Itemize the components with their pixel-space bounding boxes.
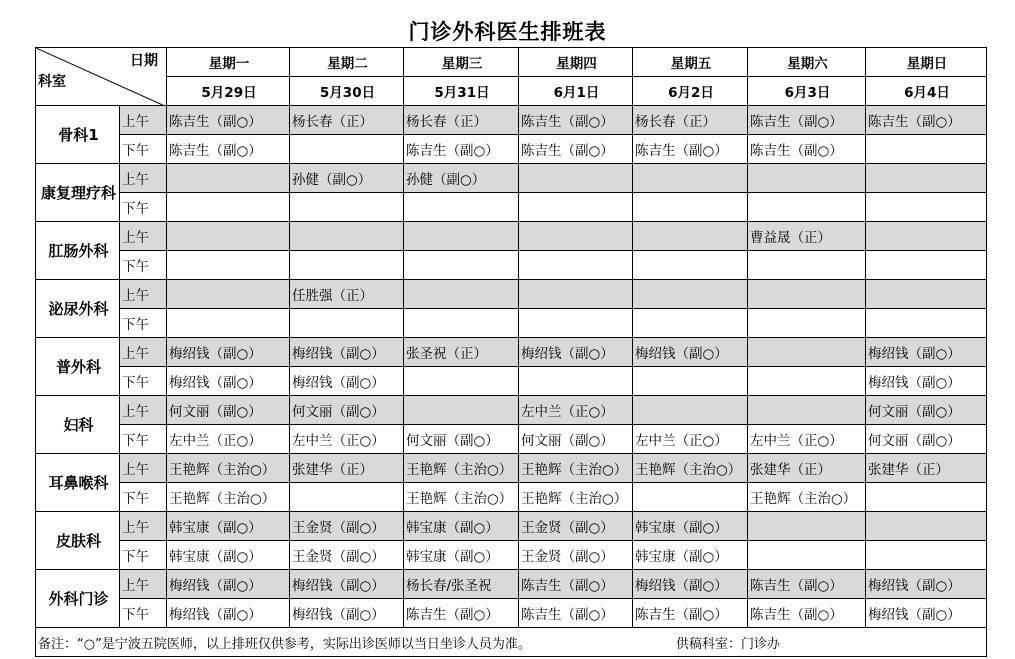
schedule-row-pm bbox=[36, 367, 987, 396]
date-header: 6月3日 bbox=[748, 77, 866, 106]
header-corner bbox=[36, 48, 167, 106]
schedule-cell: 韩宝康（副○） bbox=[633, 541, 748, 570]
schedule-cell bbox=[866, 309, 987, 338]
schedule-cell: 张圣祝（正） bbox=[404, 338, 519, 367]
schedule-cell bbox=[748, 367, 866, 396]
schedule-cell: 陈吉生（副○） bbox=[519, 106, 633, 135]
schedule-cell bbox=[167, 280, 290, 309]
schedule-cell bbox=[748, 251, 866, 280]
schedule-cell bbox=[633, 309, 748, 338]
weekday-header: 星期三 bbox=[404, 48, 519, 77]
schedule-cell bbox=[748, 338, 866, 367]
footer-note: 备注：“○”是宁波五院医师，以上排班仅供参考，实际出诊医师以当日坐诊人员为准。 bbox=[38, 636, 531, 652]
schedule-cell bbox=[748, 541, 866, 570]
footer-row bbox=[36, 628, 987, 657]
schedule-cell: 王金贤（副○） bbox=[519, 512, 633, 541]
schedule-row-am bbox=[36, 570, 987, 599]
schedule-cell bbox=[633, 483, 748, 512]
schedule-cell bbox=[519, 367, 633, 396]
schedule-cell: 王艳辉（主治○） bbox=[167, 454, 290, 483]
date-header: 5月29日 bbox=[167, 77, 290, 106]
schedule-row-am bbox=[36, 222, 987, 251]
period-label: 下午 bbox=[120, 367, 167, 396]
schedule-row-am bbox=[36, 106, 987, 135]
schedule-cell bbox=[404, 193, 519, 222]
schedule-cell bbox=[866, 164, 987, 193]
period-label: 下午 bbox=[120, 541, 167, 570]
footer-cell bbox=[36, 628, 987, 657]
schedule-cell: 梅绍钱（副○） bbox=[167, 570, 290, 599]
schedule-cell bbox=[167, 309, 290, 338]
schedule-cell bbox=[290, 251, 404, 280]
period-label: 上午 bbox=[120, 280, 167, 309]
schedule-cell bbox=[633, 164, 748, 193]
schedule-cell bbox=[866, 193, 987, 222]
schedule-cell: 陈吉生（副○） bbox=[748, 135, 866, 164]
schedule-cell bbox=[866, 512, 987, 541]
period-label: 下午 bbox=[120, 309, 167, 338]
schedule-cell: 杨长春（正） bbox=[290, 106, 404, 135]
schedule-cell: 梅绍钱（副○） bbox=[519, 338, 633, 367]
schedule-cell: 左中兰（正○） bbox=[290, 425, 404, 454]
header-weekday-row bbox=[36, 48, 987, 77]
schedule-cell: 何文丽（副○） bbox=[404, 425, 519, 454]
schedule-cell bbox=[866, 280, 987, 309]
schedule-cell bbox=[633, 251, 748, 280]
page-title: 门诊外科医生排班表 bbox=[408, 20, 607, 44]
schedule-cell: 陈吉生（副○） bbox=[519, 570, 633, 599]
schedule-cell bbox=[633, 367, 748, 396]
department-name: 泌尿外科 bbox=[36, 280, 120, 338]
schedule-cell: 张建华（正） bbox=[748, 454, 866, 483]
period-label: 上午 bbox=[120, 512, 167, 541]
department-name: 普外科 bbox=[36, 338, 120, 396]
date-header: 5月31日 bbox=[404, 77, 519, 106]
schedule-cell: 陈吉生（副○） bbox=[866, 106, 987, 135]
schedule-row-pm bbox=[36, 193, 987, 222]
schedule-cell bbox=[167, 222, 290, 251]
schedule-cell: 陈吉生（副○） bbox=[519, 599, 633, 628]
weekday-header: 星期日 bbox=[866, 48, 987, 77]
schedule-cell: 陈吉生（副○） bbox=[633, 599, 748, 628]
schedule-cell: 王艳辉（主治○） bbox=[633, 454, 748, 483]
schedule-cell: 王金贤（副○） bbox=[290, 512, 404, 541]
schedule-cell bbox=[404, 367, 519, 396]
schedule-cell: 何文丽（副○） bbox=[519, 425, 633, 454]
schedule-cell: 陈吉生（副○） bbox=[167, 106, 290, 135]
department-name: 肛肠外科 bbox=[36, 222, 120, 280]
schedule-cell bbox=[404, 222, 519, 251]
schedule-cell bbox=[748, 193, 866, 222]
schedule-cell: 左中兰（正○） bbox=[748, 425, 866, 454]
schedule-cell bbox=[167, 164, 290, 193]
period-label: 上午 bbox=[120, 164, 167, 193]
department-name: 骨科1 bbox=[36, 106, 120, 164]
schedule-row-am bbox=[36, 512, 987, 541]
schedule-cell: 陈吉生（副○） bbox=[404, 599, 519, 628]
period-label: 下午 bbox=[120, 193, 167, 222]
schedule-cell: 杨长春（正） bbox=[633, 106, 748, 135]
schedule-row-pm bbox=[36, 309, 987, 338]
period-label: 上午 bbox=[120, 396, 167, 425]
period-label: 下午 bbox=[120, 483, 167, 512]
schedule-table bbox=[35, 47, 987, 657]
schedule-cell: 任胜强（正） bbox=[290, 280, 404, 309]
schedule-cell: 张建华（正） bbox=[866, 454, 987, 483]
schedule-cell: 陈吉生（副○） bbox=[748, 106, 866, 135]
schedule-cell bbox=[748, 164, 866, 193]
schedule-row-pm bbox=[36, 251, 987, 280]
schedule-cell bbox=[404, 309, 519, 338]
date-axis-label: 日期 bbox=[130, 53, 158, 69]
period-label: 下午 bbox=[120, 425, 167, 454]
period-label: 下午 bbox=[120, 599, 167, 628]
header-date-row bbox=[36, 77, 987, 106]
schedule-cell: 韩宝康（副○） bbox=[167, 541, 290, 570]
schedule-cell: 王艳辉（主治○） bbox=[519, 483, 633, 512]
schedule-cell: 王艳辉（主治○） bbox=[748, 483, 866, 512]
period-label: 上午 bbox=[120, 570, 167, 599]
period-label: 上午 bbox=[120, 338, 167, 367]
weekday-header: 星期六 bbox=[748, 48, 866, 77]
schedule-cell: 梅绍钱（副○） bbox=[290, 338, 404, 367]
schedule-cell bbox=[167, 193, 290, 222]
schedule-cell: 梅绍钱（副○） bbox=[866, 570, 987, 599]
schedule-cell bbox=[290, 135, 404, 164]
schedule-cell bbox=[290, 193, 404, 222]
schedule-cell: 陈吉生（副○） bbox=[519, 135, 633, 164]
period-label: 上午 bbox=[120, 106, 167, 135]
schedule-cell: 王金贤（副○） bbox=[290, 541, 404, 570]
date-header: 6月1日 bbox=[519, 77, 633, 106]
schedule-cell: 韩宝康（副○） bbox=[404, 541, 519, 570]
schedule-cell bbox=[633, 193, 748, 222]
schedule-row-am bbox=[36, 280, 987, 309]
schedule-row-am bbox=[36, 338, 987, 367]
schedule-cell: 王金贤（副○） bbox=[519, 541, 633, 570]
schedule-cell: 梅绍钱（副○） bbox=[633, 570, 748, 599]
schedule-cell: 左中兰（正○） bbox=[519, 396, 633, 425]
schedule-cell: 韩宝康（副○） bbox=[404, 512, 519, 541]
schedule-cell bbox=[519, 164, 633, 193]
schedule-cell: 梅绍钱（副○） bbox=[167, 367, 290, 396]
schedule-cell bbox=[404, 396, 519, 425]
schedule-cell: 孙健（副○） bbox=[290, 164, 404, 193]
schedule-row-am bbox=[36, 164, 987, 193]
schedule-cell: 左中兰（正○） bbox=[633, 425, 748, 454]
schedule-cell bbox=[167, 251, 290, 280]
schedule-cell bbox=[748, 512, 866, 541]
schedule-cell: 杨长春/张圣祝 bbox=[404, 570, 519, 599]
schedule-cell bbox=[866, 541, 987, 570]
schedule-row-pm bbox=[36, 541, 987, 570]
schedule-cell bbox=[633, 280, 748, 309]
schedule-cell: 陈吉生（副○） bbox=[633, 135, 748, 164]
department-name: 外科门诊 bbox=[36, 570, 120, 628]
schedule-cell: 韩宝康（副○） bbox=[167, 512, 290, 541]
schedule-cell: 梅绍钱（副○） bbox=[290, 599, 404, 628]
schedule-cell: 何文丽（副○） bbox=[866, 396, 987, 425]
schedule-cell bbox=[633, 222, 748, 251]
schedule-cell: 陈吉生（副○） bbox=[748, 570, 866, 599]
schedule-cell: 王艳辉（主治○） bbox=[404, 454, 519, 483]
weekday-header: 星期一 bbox=[167, 48, 290, 77]
schedule-cell: 何文丽（副○） bbox=[167, 396, 290, 425]
date-header: 5月30日 bbox=[290, 77, 404, 106]
schedule-cell: 王艳辉（主治○） bbox=[404, 483, 519, 512]
department-name: 康复理疗科 bbox=[36, 164, 120, 222]
department-name: 耳鼻喉科 bbox=[36, 454, 120, 512]
department-name: 皮肤科 bbox=[36, 512, 120, 570]
schedule-cell bbox=[290, 222, 404, 251]
schedule-row-pm bbox=[36, 135, 987, 164]
period-label: 下午 bbox=[120, 135, 167, 164]
schedule-cell: 韩宝康（副○） bbox=[633, 512, 748, 541]
schedule-cell bbox=[519, 280, 633, 309]
schedule-cell bbox=[633, 396, 748, 425]
schedule-cell bbox=[866, 251, 987, 280]
schedule-cell bbox=[748, 396, 866, 425]
schedule-cell: 何文丽（副○） bbox=[866, 425, 987, 454]
schedule-cell bbox=[290, 483, 404, 512]
period-label: 下午 bbox=[120, 251, 167, 280]
schedule-cell bbox=[866, 135, 987, 164]
schedule-cell: 梅绍钱（副○） bbox=[167, 338, 290, 367]
footer-source: 供稿科室：门诊办 bbox=[676, 636, 781, 652]
period-label: 上午 bbox=[120, 454, 167, 483]
weekday-header: 星期五 bbox=[633, 48, 748, 77]
schedule-cell bbox=[519, 251, 633, 280]
schedule-cell: 王艳辉（主治○） bbox=[167, 483, 290, 512]
schedule-cell: 何文丽（副○） bbox=[290, 396, 404, 425]
schedule-row-pm bbox=[36, 425, 987, 454]
weekday-header: 星期四 bbox=[519, 48, 633, 77]
schedule-cell: 梅绍钱（副○） bbox=[290, 367, 404, 396]
schedule-cell: 梅绍钱（副○） bbox=[866, 338, 987, 367]
weekday-header: 星期二 bbox=[290, 48, 404, 77]
date-header: 6月4日 bbox=[866, 77, 987, 106]
schedule-row-am bbox=[36, 454, 987, 483]
schedule-cell: 梅绍钱（副○） bbox=[290, 570, 404, 599]
schedule-cell bbox=[404, 280, 519, 309]
period-label: 上午 bbox=[120, 222, 167, 251]
schedule-cell: 杨长春（正） bbox=[404, 106, 519, 135]
department-name: 妇科 bbox=[36, 396, 120, 454]
schedule-cell: 梅绍钱（副○） bbox=[633, 338, 748, 367]
schedule-cell bbox=[866, 483, 987, 512]
schedule-cell: 陈吉生（副○） bbox=[404, 135, 519, 164]
dept-axis-label: 科室 bbox=[38, 74, 66, 90]
schedule-cell: 陈吉生（副○） bbox=[167, 135, 290, 164]
schedule-row-am bbox=[36, 396, 987, 425]
schedule-cell bbox=[866, 222, 987, 251]
schedule-cell bbox=[748, 309, 866, 338]
schedule-row-pm bbox=[36, 483, 987, 512]
schedule-cell bbox=[290, 309, 404, 338]
schedule-cell: 孙健（副○） bbox=[404, 164, 519, 193]
schedule-cell bbox=[404, 251, 519, 280]
schedule-cell bbox=[519, 222, 633, 251]
schedule-cell: 张建华（正） bbox=[290, 454, 404, 483]
schedule-cell: 王艳辉（主治○） bbox=[519, 454, 633, 483]
schedule-row-pm bbox=[36, 599, 987, 628]
schedule-cell: 梅绍钱（副○） bbox=[866, 367, 987, 396]
schedule-cell: 曹益晟（正） bbox=[748, 222, 866, 251]
schedule-cell bbox=[748, 280, 866, 309]
schedule-cell: 梅绍钱（副○） bbox=[167, 599, 290, 628]
schedule-cell bbox=[519, 193, 633, 222]
date-header: 6月2日 bbox=[633, 77, 748, 106]
schedule-cell: 陈吉生（副○） bbox=[748, 599, 866, 628]
schedule-cell: 梅绍钱（副○） bbox=[866, 599, 987, 628]
schedule-cell: 左中兰（正○） bbox=[167, 425, 290, 454]
schedule-cell bbox=[519, 309, 633, 338]
